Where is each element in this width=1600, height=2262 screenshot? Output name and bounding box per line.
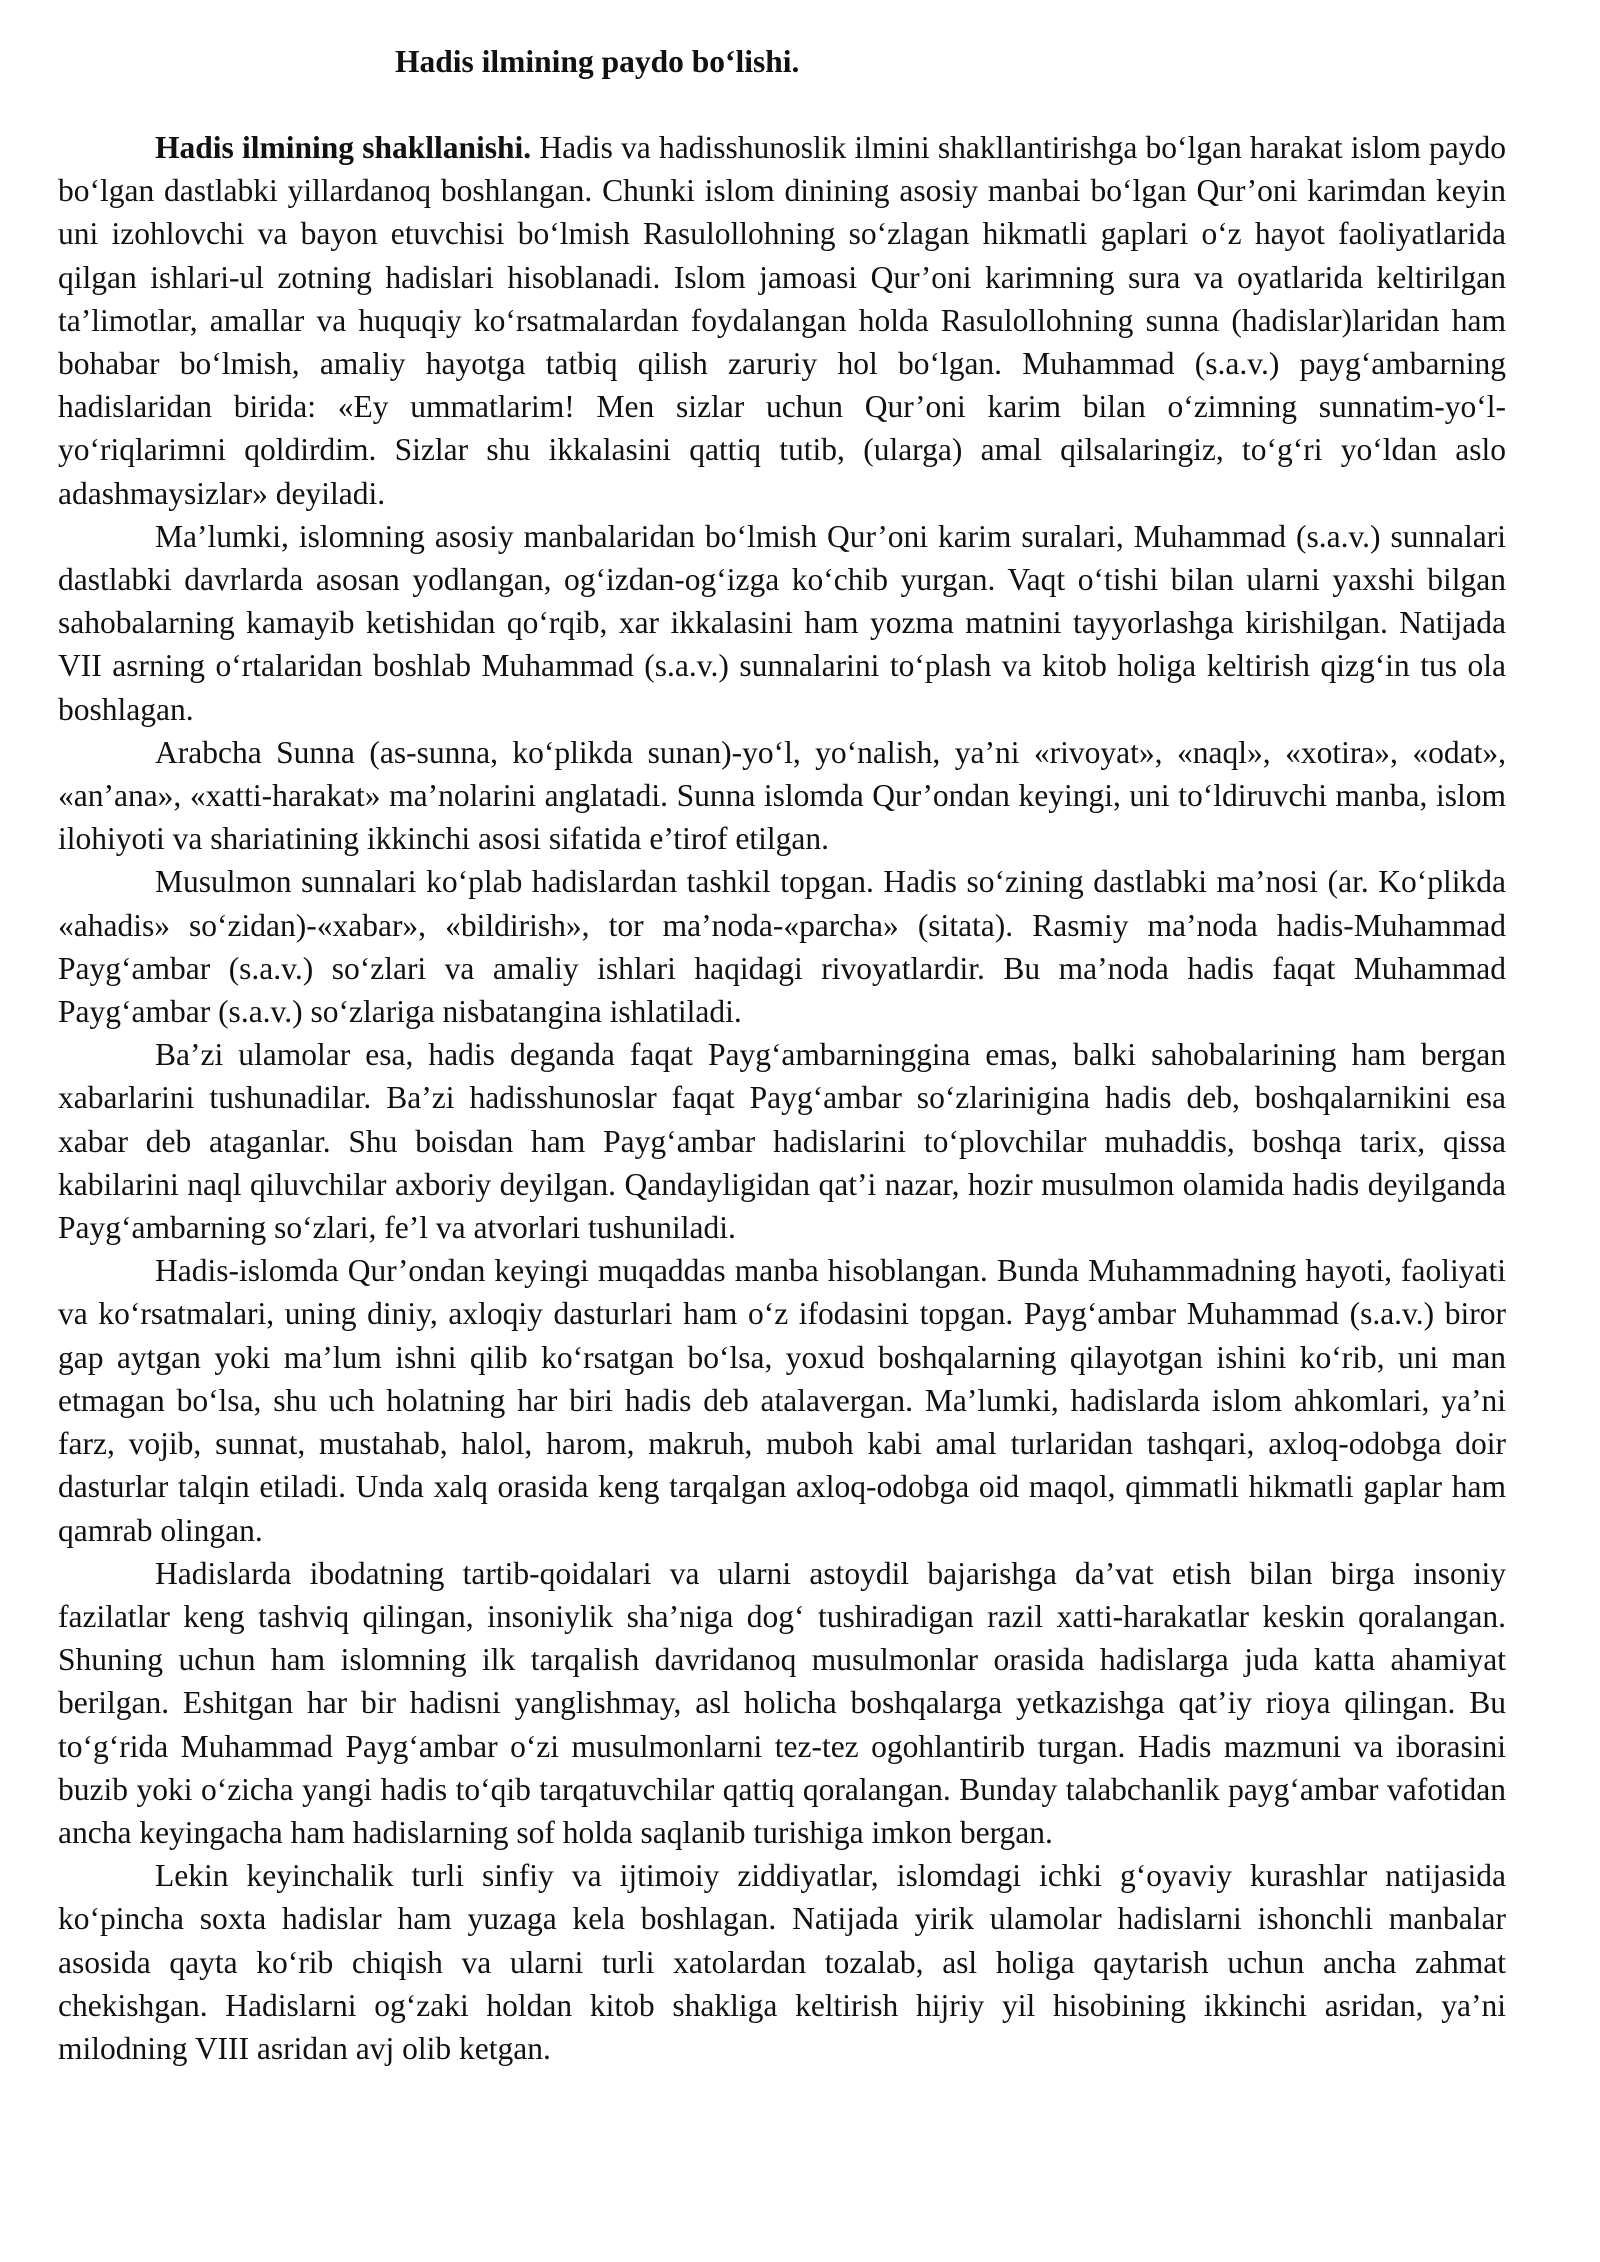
paragraph: Hadis-islomda Qur’ondan keyingi muqaddas manba hisoblangan. Bunda Muhammadning hayoti, faoliyati va ko‘rsatmalari, uning diniy, axloqiy dasturlari ham o‘z ifodasini topgan. Payg‘ambar Muhammad (s.a.v.) biror gap aytgan yoki ma’lum ishni qilib ko‘rsatgan bo‘lsa, yoxud boshqalarning qilayotgan ishini ko‘rib, uni man etmagan bo‘lsa, shu uch holatning har biri hadis deb atalavergan. Ma’lumki, hadislarda islom ahkomlari, ya’ni farz, vojib, sunnat, mustahab, halol, harom, makruh, muboh kabi amal turlaridan tashqari, axloq-odobga doir dasturlar talqin etiladi. Unda xalq orasida keng tarqalgan axloq-odobga oid maqol, qimmatli hikmatli gaplar ham qamrab olingan. — [58, 1253, 1506, 1548]
paragraph: Musulmon sunnalari ko‘plab hadislardan tashkil topgan. Hadis so‘zining dastlabki ma’nosi (ar. Ko‘plikda «ahadis» so‘zidan)-«xabar», «bildirish», tor ma’noda-«parcha» (sitata). Rasmiy ma’noda hadis-Muhammad Payg‘ambar (s.a.v.) so‘zlari va amaliy ishlari haqidagi rivoyatlardir. Bu ma’noda hadis faqat Muhammad Payg‘ambar (s.a.v.) so‘zlariga nisbatangina ishlatiladi. — [58, 864, 1506, 1030]
paragraph: Ba’zi ulamolar esa, hadis deganda faqat Payg‘ambarninggina emas, balki sahobalarining ham bergan xabarlarini tushunadilar. Ba’zi hadisshunoslar faqat Payg‘ambar so‘zlarinigina hadis deb, boshqalarnikini esa xabar deb ataganlar. Shu boisdan ham Payg‘ambar hadislarini to‘plovchilar muhaddis, boshqa tarix, qissa kabilarini naql qiluvchilar axboriy deyilgan. Qandayligidan qat’i nazar, hozir musulmon olamida hadis deyilganda Payg‘ambarning so‘zlari, fe’l va atvorlari tushuniladi. — [58, 1037, 1506, 1246]
paragraph: Arabcha Sunna (as-sunna, ko‘plikda sunan)-yo‘l, yo‘nalish, ya’ni «rivoyat», «naql», «xotira», «odat», «an’ana», «xatti-harakat» ma’nolarini anglatadi. Sunna islomda Qur’ondan keyingi, uni to‘ldiruvchi manba, islom ilohiyoti va shariatining ikkinchi asosi sifatida e’tirof etilgan. — [58, 734, 1506, 857]
page-title: Hadis ilmining paydo bo‘lishi. — [395, 44, 800, 79]
paragraph-intro — [58, 126, 1506, 515]
paragraph: Lekin keyinchalik turli sinfiy va ijtimoiy ziddiyatlar, islomdagi ichki g‘oyaviy kurashlar natijasida ko‘pincha soxta hadislar ham yuzaga kela boshlagan. Natijada yirik ulamolar hadislarni ishonchli manbalar asosida qayta ko‘rib chiqish va ularni turli xatolardan tozalab, asl holiga qaytarish uchun ancha zahmat chekishgan. Hadislarni og‘zaki holdan kitob shakliga keltirish hijriy yil hisobining ikkinchi asridan, ya’ni milodning VIII asridan avj olib ketgan. — [58, 1858, 1506, 2066]
document-body — [58, 126, 1506, 2070]
document-page — [58, 40, 1506, 2070]
paragraph-text: Hadis va hadisshunoslik ilmini shakllantirishga bo‘lgan harakat islom paydo bo‘lgan dastlabki yillardanoq boshlangan. Chunki islom dinining asosiy manbai bo‘lgan Qur’oni karimdan keyin uni izohlovchi va bayon etuvchisi bo‘lmish Rasulollohning so‘zlagan hikmatli gaplari o‘z hayot faoliyatlarida qilgan ishlari-ul zotning hadislari hisoblanadi. Islom jamoasi Qur’oni karimning sura va oyatlarida keltirilgan ta’limotlar, amallar va huquqiy ko‘rsatmalardan foydalangan holda Rasulollohning sunna (hadislar)laridan ham bohabar bo‘lmish, amaliy hayotga tatbiq qilish zaruriy hol bo‘lgan. Muhammad (s.a.v.) payg‘ambarning hadislaridan birida: «Ey ummatlarim! Men sizlar uchun Qur’oni karim bilan o‘zimning sunnatim-yo‘l-yo‘riqlarimni qoldirdim. Sizlar shu ikkalasini qattiq tutib, (ularga) amal qilsalaringiz, to‘g‘ri yo‘ldan aslo adashmaysizlar» deyiladi. — [58, 130, 1506, 511]
section-heading: Hadis ilmining shakllanishi. — [155, 130, 532, 165]
paragraph: Ma’lumki, islomning asosiy manbalaridan bo‘lmish Qur’oni karim suralari, Muhammad (s.a.v.) sunnalari dastlabki davrlarda asosan yodlangan, og‘izdan-og‘izga ko‘chib yurgan. Vaqt o‘tishi bilan ularni yaxshi bilgan sahobalarning kamayib ketishidan qo‘rqib, xar ikkalasini ham yozma matnini tayyorlashga kirishilgan. Natijada VII asrning o‘rtalaridan boshlab Muhammad (s.a.v.) sunnalarini to‘plash va kitob holiga keltirish qizg‘in tus ola boshlagan. — [58, 518, 1506, 727]
paragraph: Hadislarda ibodatning tartib-qoidalari va ularni astoydil bajarishga da’vat etish bilan birga insoniy fazilatlar keng tashviq qilingan, insoniylik sha’niga dog‘ tushiradigan razil xatti-harakatlar keskin qoralangan. Shuning uchun ham islomning ilk tarqalish davridanoq musulmonlar orasida hadislarga juda katta ahamiyat berilgan. Eshitgan har bir hadisni yanglishmay, asl holicha boshqalarga yetkazishga qat’iy rioya qilingan. Bu to‘g‘rida Muhammad Payg‘ambar o‘zi musulmonlarni tez-tez ogohlantirib turgan. Hadis mazmuni va iborasini buzib yoki o‘zicha yangi hadis to‘qib tarqatuvchilar qattiq qoralangan. Bunday talabchanlik payg‘ambar vafotidan ancha keyingacha ham hadislarning sof holda saqlanib turishiga imkon bergan. — [58, 1555, 1506, 1850]
